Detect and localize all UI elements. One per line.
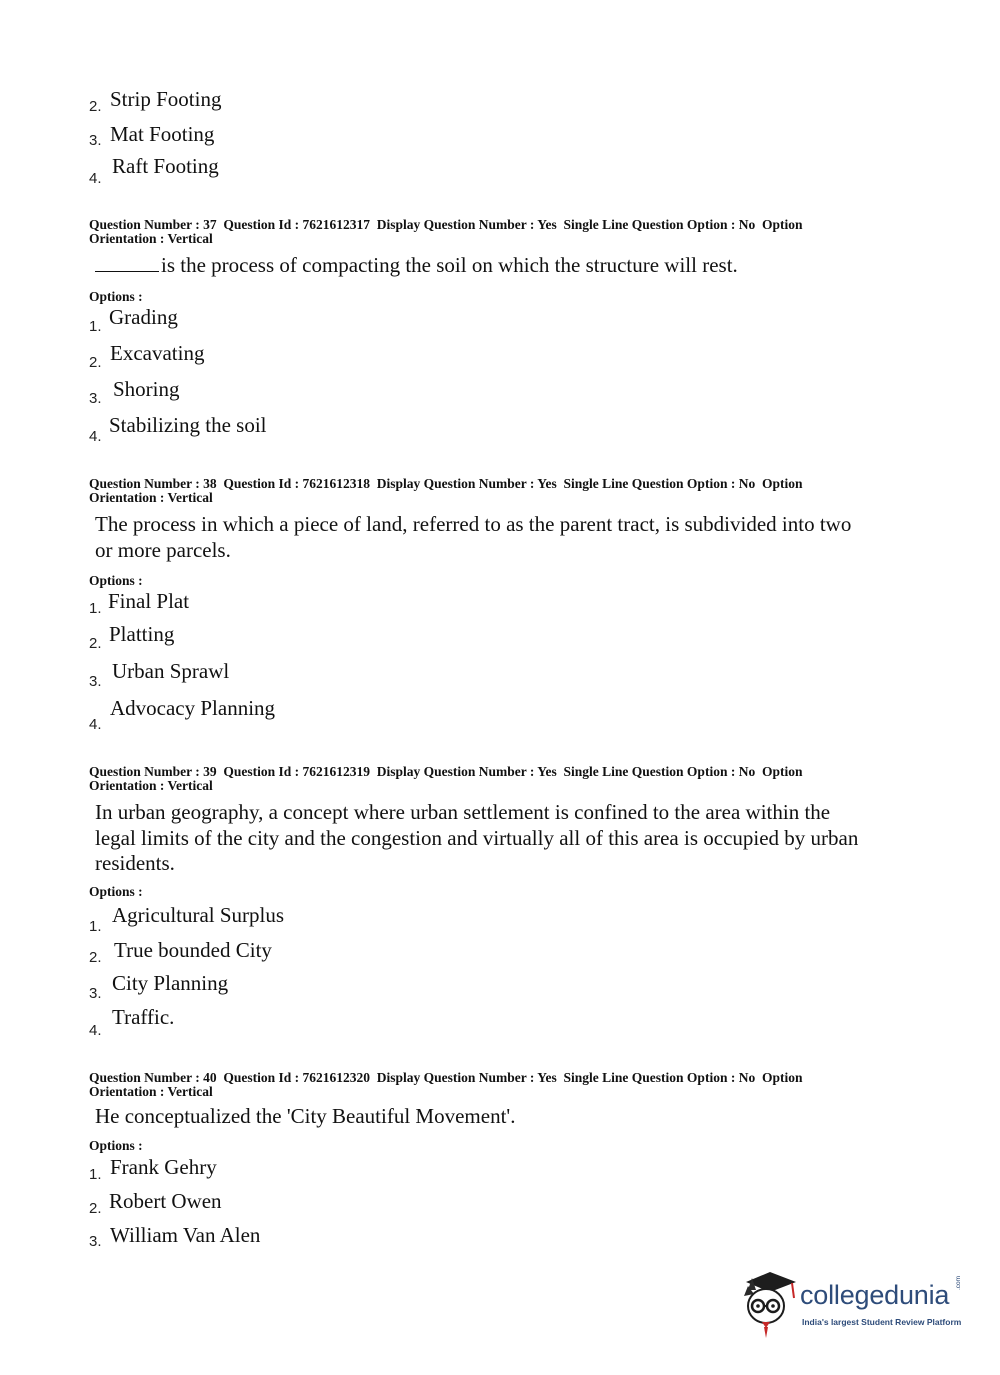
option-text: Strip Footing <box>110 87 222 111</box>
option-number: 4. <box>89 428 102 445</box>
options-label: Options : <box>89 573 143 588</box>
fill-in-blank <box>95 253 159 272</box>
question-meta: Question Number : 37 Question Id : 7621612317 Display Question Number : Yes Single Line Question Option : No Option <box>89 217 803 232</box>
options-label: Options : <box>89 289 143 304</box>
logo-wordmark: collegedunia <box>800 1280 950 1310</box>
option-number: 1. <box>89 600 102 617</box>
option-number: 2. <box>89 354 102 371</box>
option-text: Frank Gehry <box>110 1155 217 1179</box>
option-number: 3. <box>89 985 102 1002</box>
question-meta: Orientation : Vertical <box>89 490 213 505</box>
question-meta: Orientation : Vertical <box>89 1084 213 1099</box>
option-number: 1. <box>89 918 102 935</box>
question-meta: Orientation : Vertical <box>89 231 213 246</box>
question-text: He conceptualized the 'City Beautiful Movement'. <box>95 1104 516 1128</box>
question-text-line: legal limits of the city and the congestion and virtually all of this area is occupied by urban <box>95 826 859 850</box>
option-text: Mat Footing <box>110 122 215 146</box>
option-number: 2. <box>89 1200 102 1217</box>
option-number: 3. <box>89 132 102 149</box>
question-meta: Question Number : 38 Question Id : 7621612318 Display Question Number : Yes Single Line Question Option : No Option <box>89 476 803 491</box>
option-number: 4. <box>89 170 102 187</box>
option-number: 3. <box>89 390 102 407</box>
question-text-body: is the process of compacting the soil on which the structure will rest. <box>161 253 738 277</box>
option-text: Platting <box>109 622 175 646</box>
option-number: 4. <box>89 1022 102 1039</box>
option-text: William Van Alen <box>110 1223 261 1247</box>
option-text: Urban Sprawl <box>112 659 230 683</box>
option-text: Grading <box>109 305 178 329</box>
option-text: Advocacy Planning <box>110 696 276 720</box>
question-meta: Question Number : 39 Question Id : 7621612319 Display Question Number : Yes Single Line Question Option : No Option <box>89 764 803 779</box>
option-number: 4. <box>89 716 102 733</box>
option-text: Shoring <box>113 377 180 401</box>
logo-tagline: India's largest Student Review Platform <box>802 1317 962 1327</box>
option-text: Traffic. <box>112 1005 175 1029</box>
question-text-line: residents. <box>95 851 175 875</box>
options-label: Options : <box>89 884 143 899</box>
collegedunia-logo <box>740 1268 970 1340</box>
question-meta: Question Number : 40 Question Id : 7621612320 Display Question Number : Yes Single Line Question Option : No Option <box>89 1070 803 1085</box>
option-text: City Planning <box>112 971 229 995</box>
option-number: 2. <box>89 635 102 652</box>
option-number: 1. <box>89 1166 102 1183</box>
option-number: 2. <box>89 949 102 966</box>
question-text-line: or more parcels. <box>95 538 231 562</box>
options-label: Options : <box>89 1138 143 1153</box>
question-text <box>95 252 738 278</box>
option-text: Robert Owen <box>109 1189 222 1213</box>
option-text: Excavating <box>110 341 205 365</box>
option-number: 3. <box>89 1233 102 1250</box>
option-text: Final Plat <box>108 589 190 613</box>
question-meta: Orientation : Vertical <box>89 778 213 793</box>
question-text-line: The process in which a piece of land, referred to as the parent tract, is subdivided into two <box>95 512 852 536</box>
option-text: True bounded City <box>114 938 272 962</box>
option-text: Agricultural Surplus <box>112 903 285 927</box>
logo-suffix: .com <box>955 1275 962 1290</box>
mascot-icon <box>740 1268 800 1340</box>
option-number: 2. <box>89 98 102 115</box>
option-text: Raft Footing <box>112 154 219 178</box>
question-text-line: In urban geography, a concept where urban settlement is confined to the area within the <box>95 800 831 824</box>
option-number: 3. <box>89 673 102 690</box>
option-text: Stabilizing the soil <box>109 413 267 437</box>
option-number: 1. <box>89 318 102 335</box>
